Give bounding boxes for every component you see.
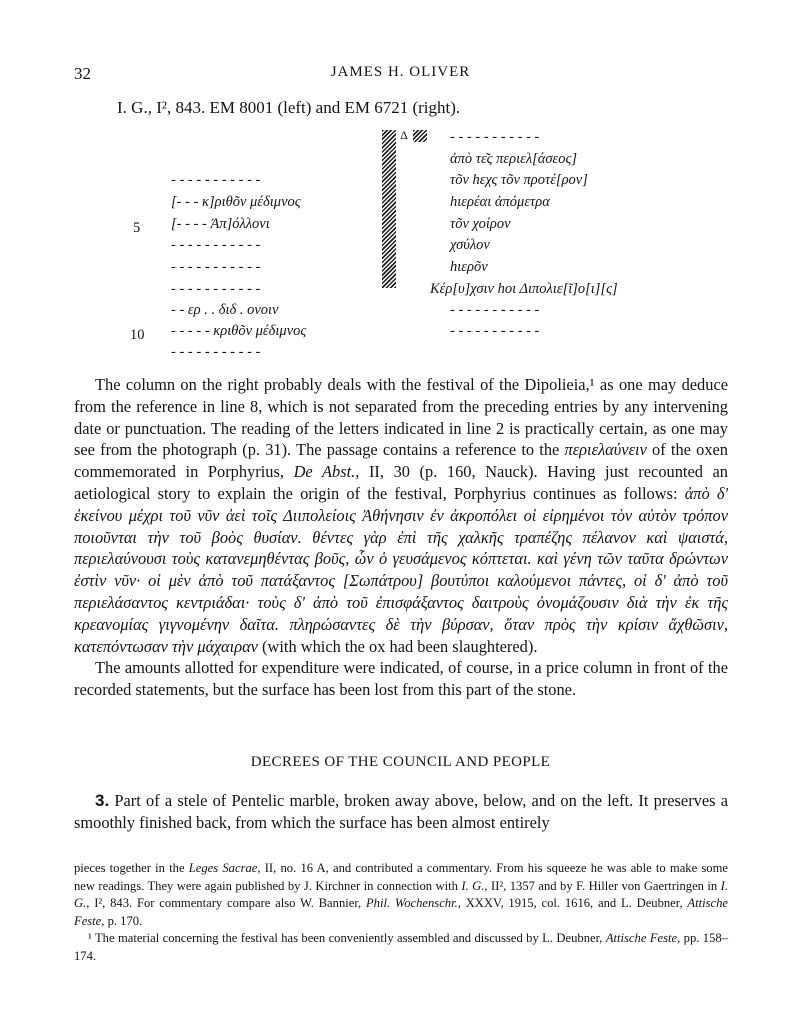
inscription-caption: I. G., I², 843. EM 8001 (left) and EM 6721 (right). [117,98,461,117]
right-line: - - - - - - - - - - - [450,302,540,318]
footnotes [74,860,728,966]
right-line: τõν χοίρον [450,216,511,232]
greek-term: περιελαύνειν [564,440,647,460]
right-line: χσύλον [450,237,490,253]
left-line: - - - - - - - - - - - [171,259,261,275]
right-line: hιερõν [450,259,488,275]
stone-edge-hatching [382,130,396,288]
page-number: 32 [74,64,91,83]
entry-number: 3. [95,791,110,810]
right-line: Κέρ[υ]χσιν hοι Διπολιε[ῖ]ο[ι][ς] [430,281,618,297]
footnote-continuation: pieces together in the Leges Sacrae, II, no. 16 A, and contributed a commentary. From his squeeze he was able to make some new readings. They were again published by J. Kirchner in connection with I. G., II², 1357 and by F. Hiller von Gaertringen in I. G., I², 843. For commentary compare also W. Bannier, Phil. Wochenschr., XXXV, 1915, col. 1616, and L. Deubner, Attische Feste, p. 170. [74,861,728,928]
entry-text: Part of a stele of Pentelic marble, broken away above, below, and on the left. It preserves a smoothly finished back, from which the surface has been almost entirely [74,791,728,832]
section-heading: DECREES OF THE COUNCIL AND PEOPLE [250,754,551,770]
left-line: - - - - - - - - - - - [171,281,261,297]
right-line: ἀπὸ τε͂ς περιελ[άσεος] [450,151,578,167]
paragraph-amounts: The amounts allotted for expenditure were indicated, of course, in a price column in front of the recorded statements, but the surface has been lost from this part of the stone. [74,658,728,700]
left-line: [- - - - Ἀπ]όλλονι [171,216,270,232]
right-line: hιερέαι ἀπόμετρα [450,194,550,210]
right-line: - - - - - - - - - - - [450,129,540,145]
entry-3 [74,790,728,834]
right-line: τõν hεχς τõν προτέ[ρον] [450,172,588,188]
running-head-author: JAMES H. OLIVER [330,64,471,80]
left-line: - - - - - - - - - - - [171,344,261,360]
footnote-1: ¹ The material concerning the festival has been conveniently assembled and discussed by L. Deubner, Attische Feste, pp. 158–174. [74,931,728,963]
left-line: - - - - - - - - - - - [171,237,261,253]
line-number: 10 [130,327,145,343]
left-line: - - - - - κριθõν μέδιμνος [171,323,307,339]
paragraph-dipolieia: The column on the right probably deals with the festival of the Dipolieia,¹ as one may deduce from the reference in line 8, which is not separated from the preceding entries by any intervening date or punctuation. The reading of the letters indicated in line 2 is practically certain, as one may see from the photograph (p. 31). The passage contains a reference to the περιελαύνειν of the oxen commemorated in Porphyrius, De Abst., II, 30 (p. 160, Nauck). Having just recounted an aetiological story to explain the origin of the festival, Porphyrius continues as follows: ἀπὸ δ' ἐκείνου μέχρι τοῦ νῦν ἀεὶ τοῖς Διιπολείοις Ἀθήνησιν ἐν ἀκροπόλει οἱ εἰρημένοι τὸν αὐτὸν τρόπον ποιοῦνται τὴν τοῦ βοὸς θυσίαν. θέντες γὰρ ἐπὶ τῆς χαλκῆς τραπέζης πέλανον καὶ ψαιστά, περιελαύνουσι τοὺς κατανεμηθέντας βοῦς, ὧν ὁ γευσάμενος κόπτεται. καὶ γένη τῶν ταῦτα δρώντων ἐστὶν νῦν· οἱ μὲν ἀπὸ τοῦ πατάξαντος [Σωπάτρου] βουτύποι καλούμενοι πάντες, οἱ δ' ἀπὸ τοῦ περιελάσαντος κεντριάδαι· τοὺς δ' ἀπὸ τοῦ ἐπισφάξαντος δαιτροὺς ὀνομάζουσιν διὰ τὴν ἐκ τῆς κρεανομίας γιγνομένην δαῖτα. πληρώσαντες δὲ τὴν βύρσαν, ὅταν πρὸς τὴν κρίσιν ἄχθῶσιν, κατεπόντωσαν τὴν μάχαιραν (with which the ox had been slaughtered). [74,375,729,656]
commentary-body [74,374,728,701]
line-number: 5 [133,220,141,236]
greek-quotation: ἀπὸ δ' ἐκείνου μέχρι τοῦ νῦν ἀεὶ τοῖς Διιπολείοις Ἀθήνησιν ἐν ἀκροπόλει οἱ εἰρημένοι τὸν αὐτὸν τρόπον ποιοῦνται τὴν τοῦ βοὸς θυσίαν. θέντες γὰρ ἐπὶ τῆς χαλκῆς τραπέζης πέλανον καὶ ψαιστά, περιελαύνουσι τοὺς κατανεμηθέντας βοῦς, ὧν ὁ γευσάμενος κόπτεται. καὶ γένη τῶν ταῦτα δρώντων ἐστὶν νῦν· οἱ μὲν ἀπὸ τοῦ πατάξαντος [Σωπάτρου] βουτύποι καλούμενοι πάντες, οἱ δ' ἀπὸ τοῦ περιελάσαντος κεντριάδαι· τοὺς δ' ἀπὸ τοῦ ἐπισφάξαντος δαιτροὺς ὀνομάζουσιν διὰ τὴν ἐκ τῆς κρεανομίας γιγνομένην δαῖτα. πληρώσαντες δὲ τὴν βύρσαν, ὅταν πρὸς τὴν κρίσιν ἄχθῶσιν, κατεπόντωσαν τὴν μάχαιραν [74,483,728,656]
stone-edge-hatching-top [413,130,427,142]
work-reference: De Abst. [293,462,356,482]
left-line: [- - - κ]ριθõν μέδιμνος [171,194,301,210]
delta-mark: Δ [398,129,410,141]
left-line: - - ερ . . διδ . ονοιν [171,302,279,318]
right-line: - - - - - - - - - - - [450,323,540,339]
left-line: - - - - - - - - - - - [171,172,261,188]
